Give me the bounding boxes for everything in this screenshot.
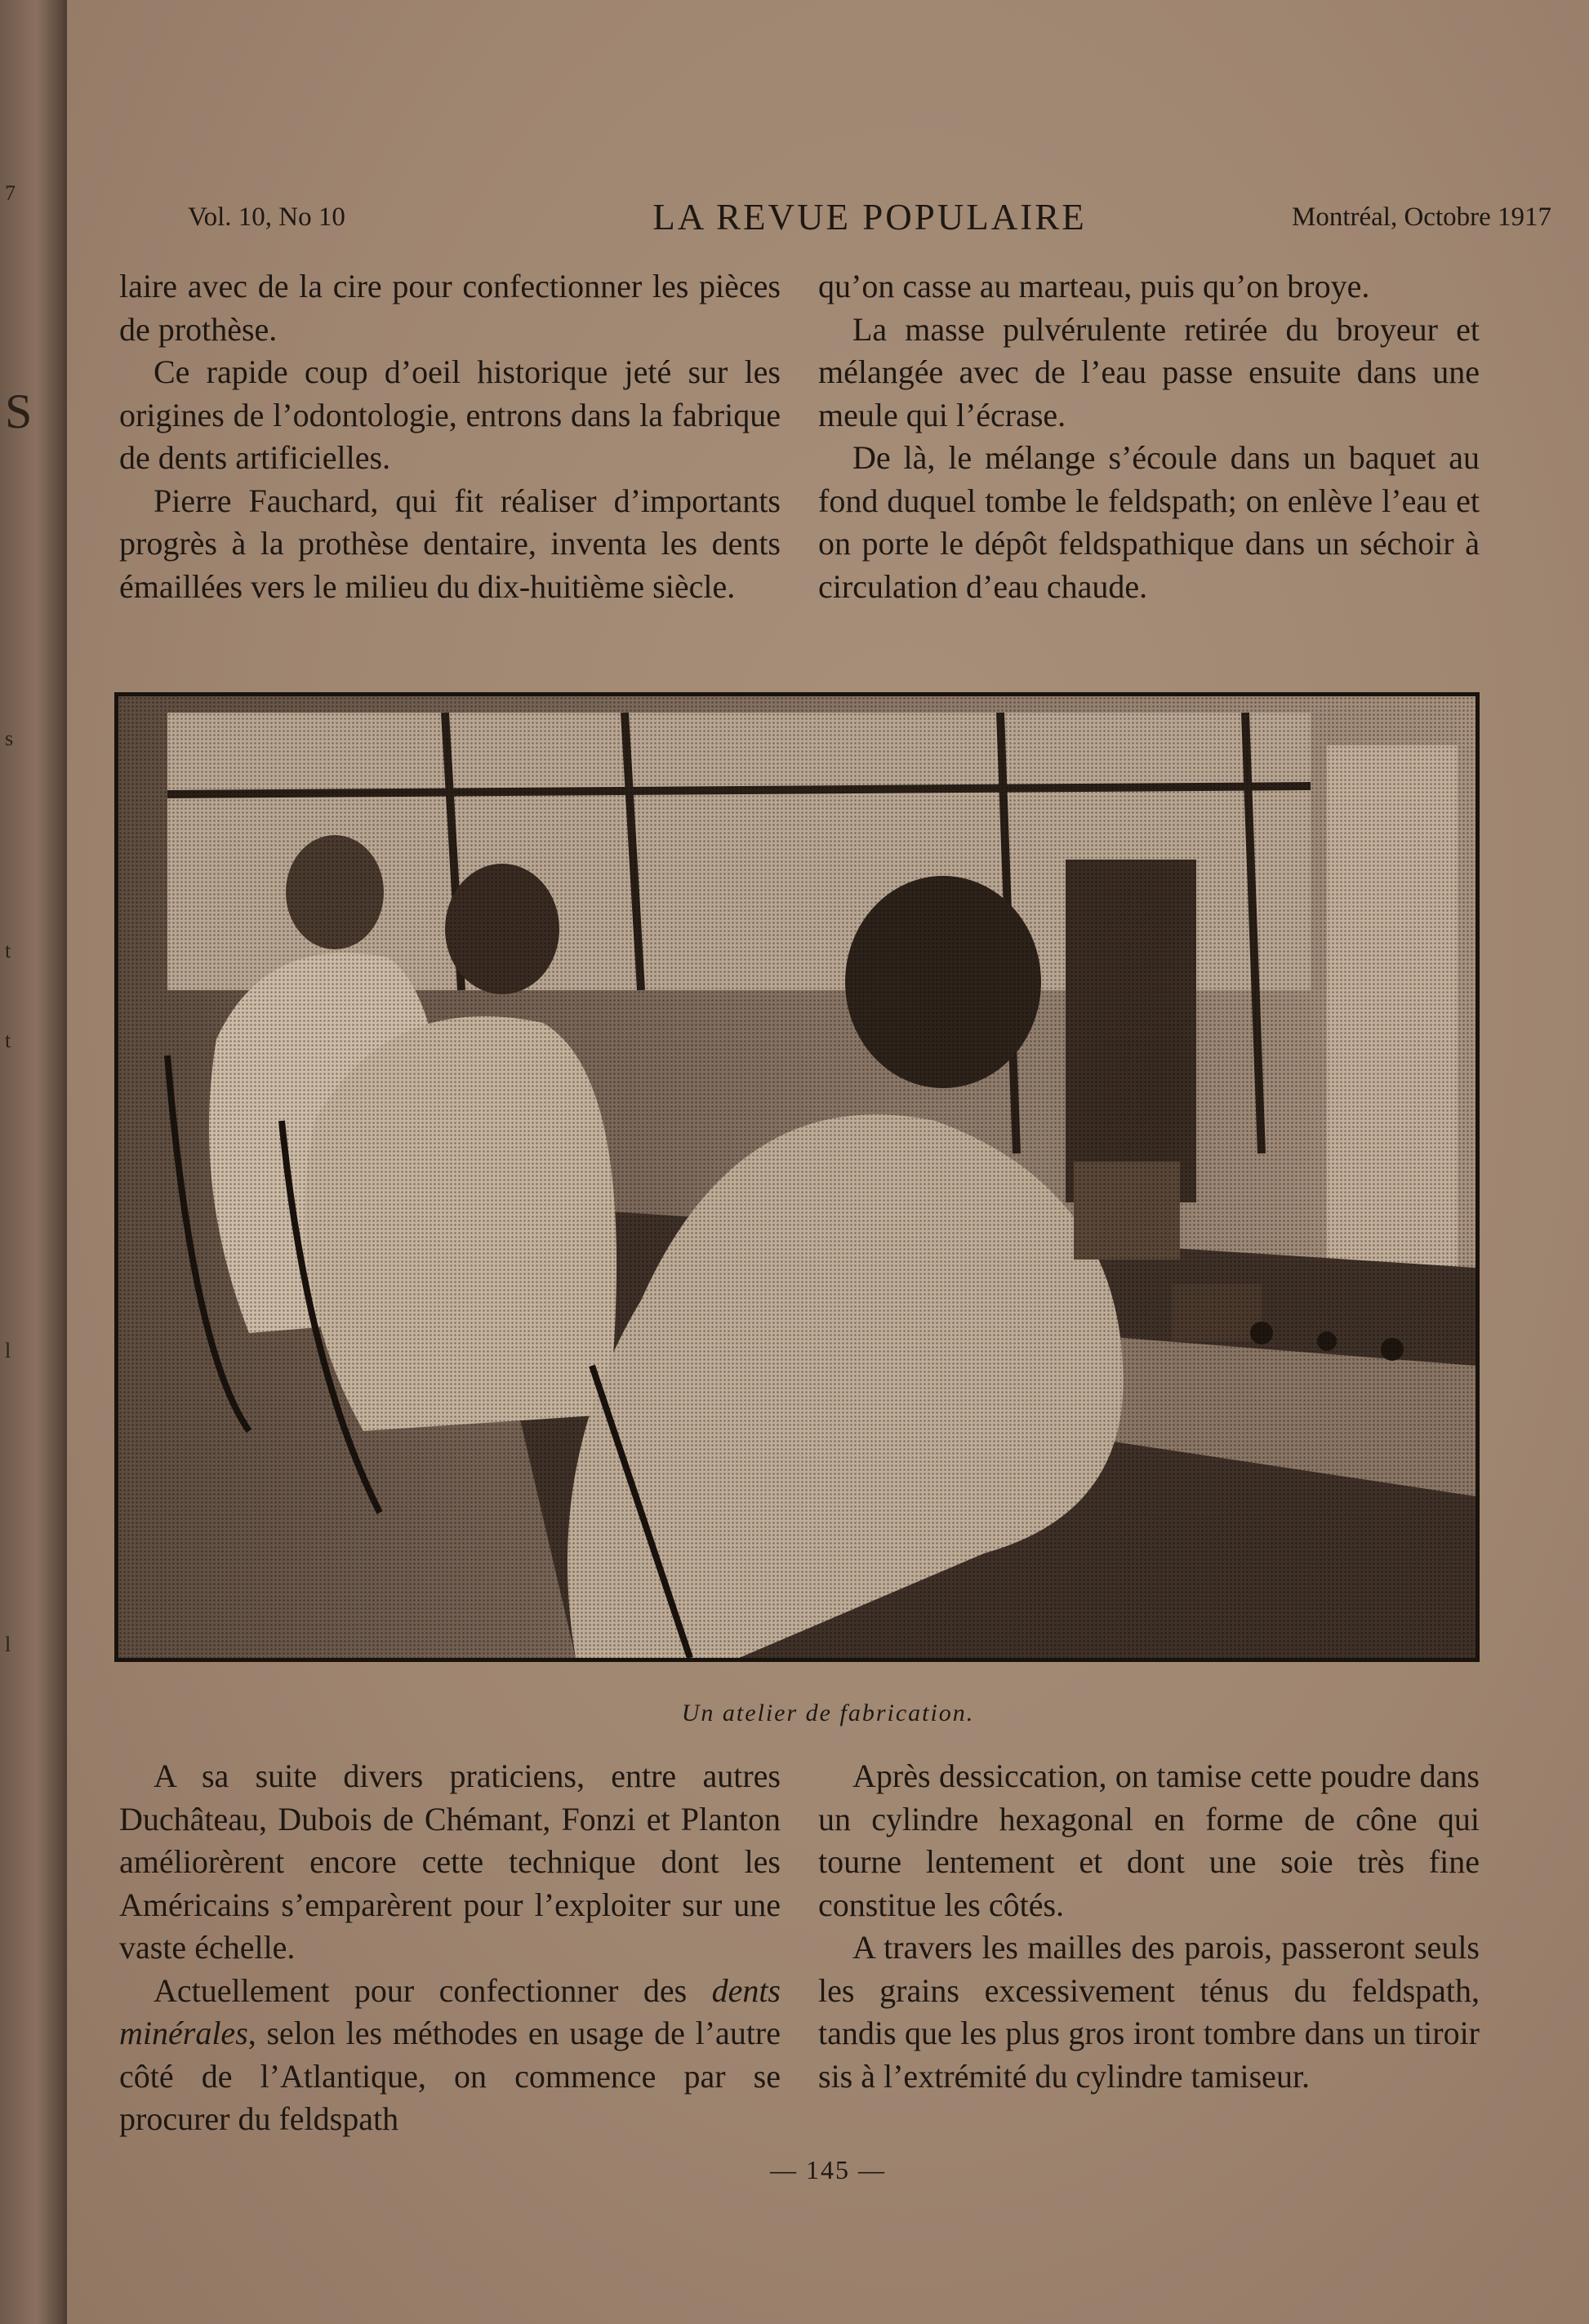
page-gutter xyxy=(0,0,67,2324)
photo-caption: Un atelier de fabrication. xyxy=(681,1700,975,1726)
paragraph-text: Actuellement pour confectionner des xyxy=(154,1971,712,2009)
paragraph: Après dessiccation, on tamise cette poudre dans un cylindre hexagonal en forme de cône qui tourne lentement et dont une soie très fine constitue les côtés. xyxy=(818,1757,1480,1923)
column-bottom-right xyxy=(818,1755,1480,2098)
emphasized-term: dents minérales xyxy=(119,1971,781,2051)
paragraph: Ce rapide coup d’oeil historique jeté sur les origines de l’odontologie, entrons dans la fabrique de dents artificielles. xyxy=(119,353,781,476)
paragraph: La masse pulvérulente retirée du broyeur et mélangée avec de l’eau passe ensuite dans une meule qui l’écrase. xyxy=(818,310,1480,433)
volume-number: Vol. 10, No 10 xyxy=(188,202,345,232)
publication-title: LA REVUE POPULAIRE xyxy=(652,197,1087,238)
gutter-mark: t xyxy=(5,939,11,962)
column-bottom-left xyxy=(119,1755,781,2141)
paragraph: A travers les mailles des parois, passeront seuls les grains excessivement ténus du feldspath, tandis que les plus gros iront tombre dans un tiroir sis à l’extrémité du cylindre tamiseur. xyxy=(818,1929,1480,2095)
gutter-mark: s xyxy=(5,727,14,750)
column-top-left xyxy=(119,265,781,608)
workshop-photograph xyxy=(114,692,1480,1662)
halftone-photo-image xyxy=(118,696,1476,1658)
issue-date: Montréal, Octobre 1917 xyxy=(1292,202,1551,232)
paragraph: Pierre Fauchard, qui fit réaliser d’importants progrès à la prothèse dentaire, inventa les dents émaillées vers le milieu du dix-huitième siècle. xyxy=(119,482,781,605)
paragraph: laire avec de la cire pour confectionner les pièces de prothèse. xyxy=(119,268,781,348)
magazine-page xyxy=(67,0,1589,2324)
paragraph: qu’on casse au marteau, puis qu’on broye. xyxy=(818,268,1370,304)
running-header xyxy=(188,196,1551,245)
gutter-mark: 7 xyxy=(5,181,16,205)
paragraph-text: , selon les méthodes en usage de l’autre côté de l’Atlantique, on commence par se procurer du feldspath xyxy=(119,2015,781,2137)
paragraph: De là, le mélange s’écoule dans un baquet au fond duquel tombe le feldspath; on enlève l’eau et on porte le dépôt feldspathique dans un séchoir à circulation d’eau chaude. xyxy=(818,439,1480,605)
page-number: — 145 — xyxy=(770,2155,886,2184)
gutter-mark: l xyxy=(5,1633,11,1656)
paragraph xyxy=(119,1970,781,2141)
column-top-right xyxy=(818,265,1480,608)
paragraph: A sa suite divers praticiens, entre autres Duchâteau, Dubois de Chémant, Fonzi et Planton améliorèrent encore cette technique dont les Américains s’emparèrent pour l’exploiter sur une vaste échelle. xyxy=(119,1757,781,1966)
gutter-mark: t xyxy=(5,1029,11,1052)
gutter-mark: S xyxy=(5,384,33,438)
gutter-mark: l xyxy=(5,1339,11,1362)
